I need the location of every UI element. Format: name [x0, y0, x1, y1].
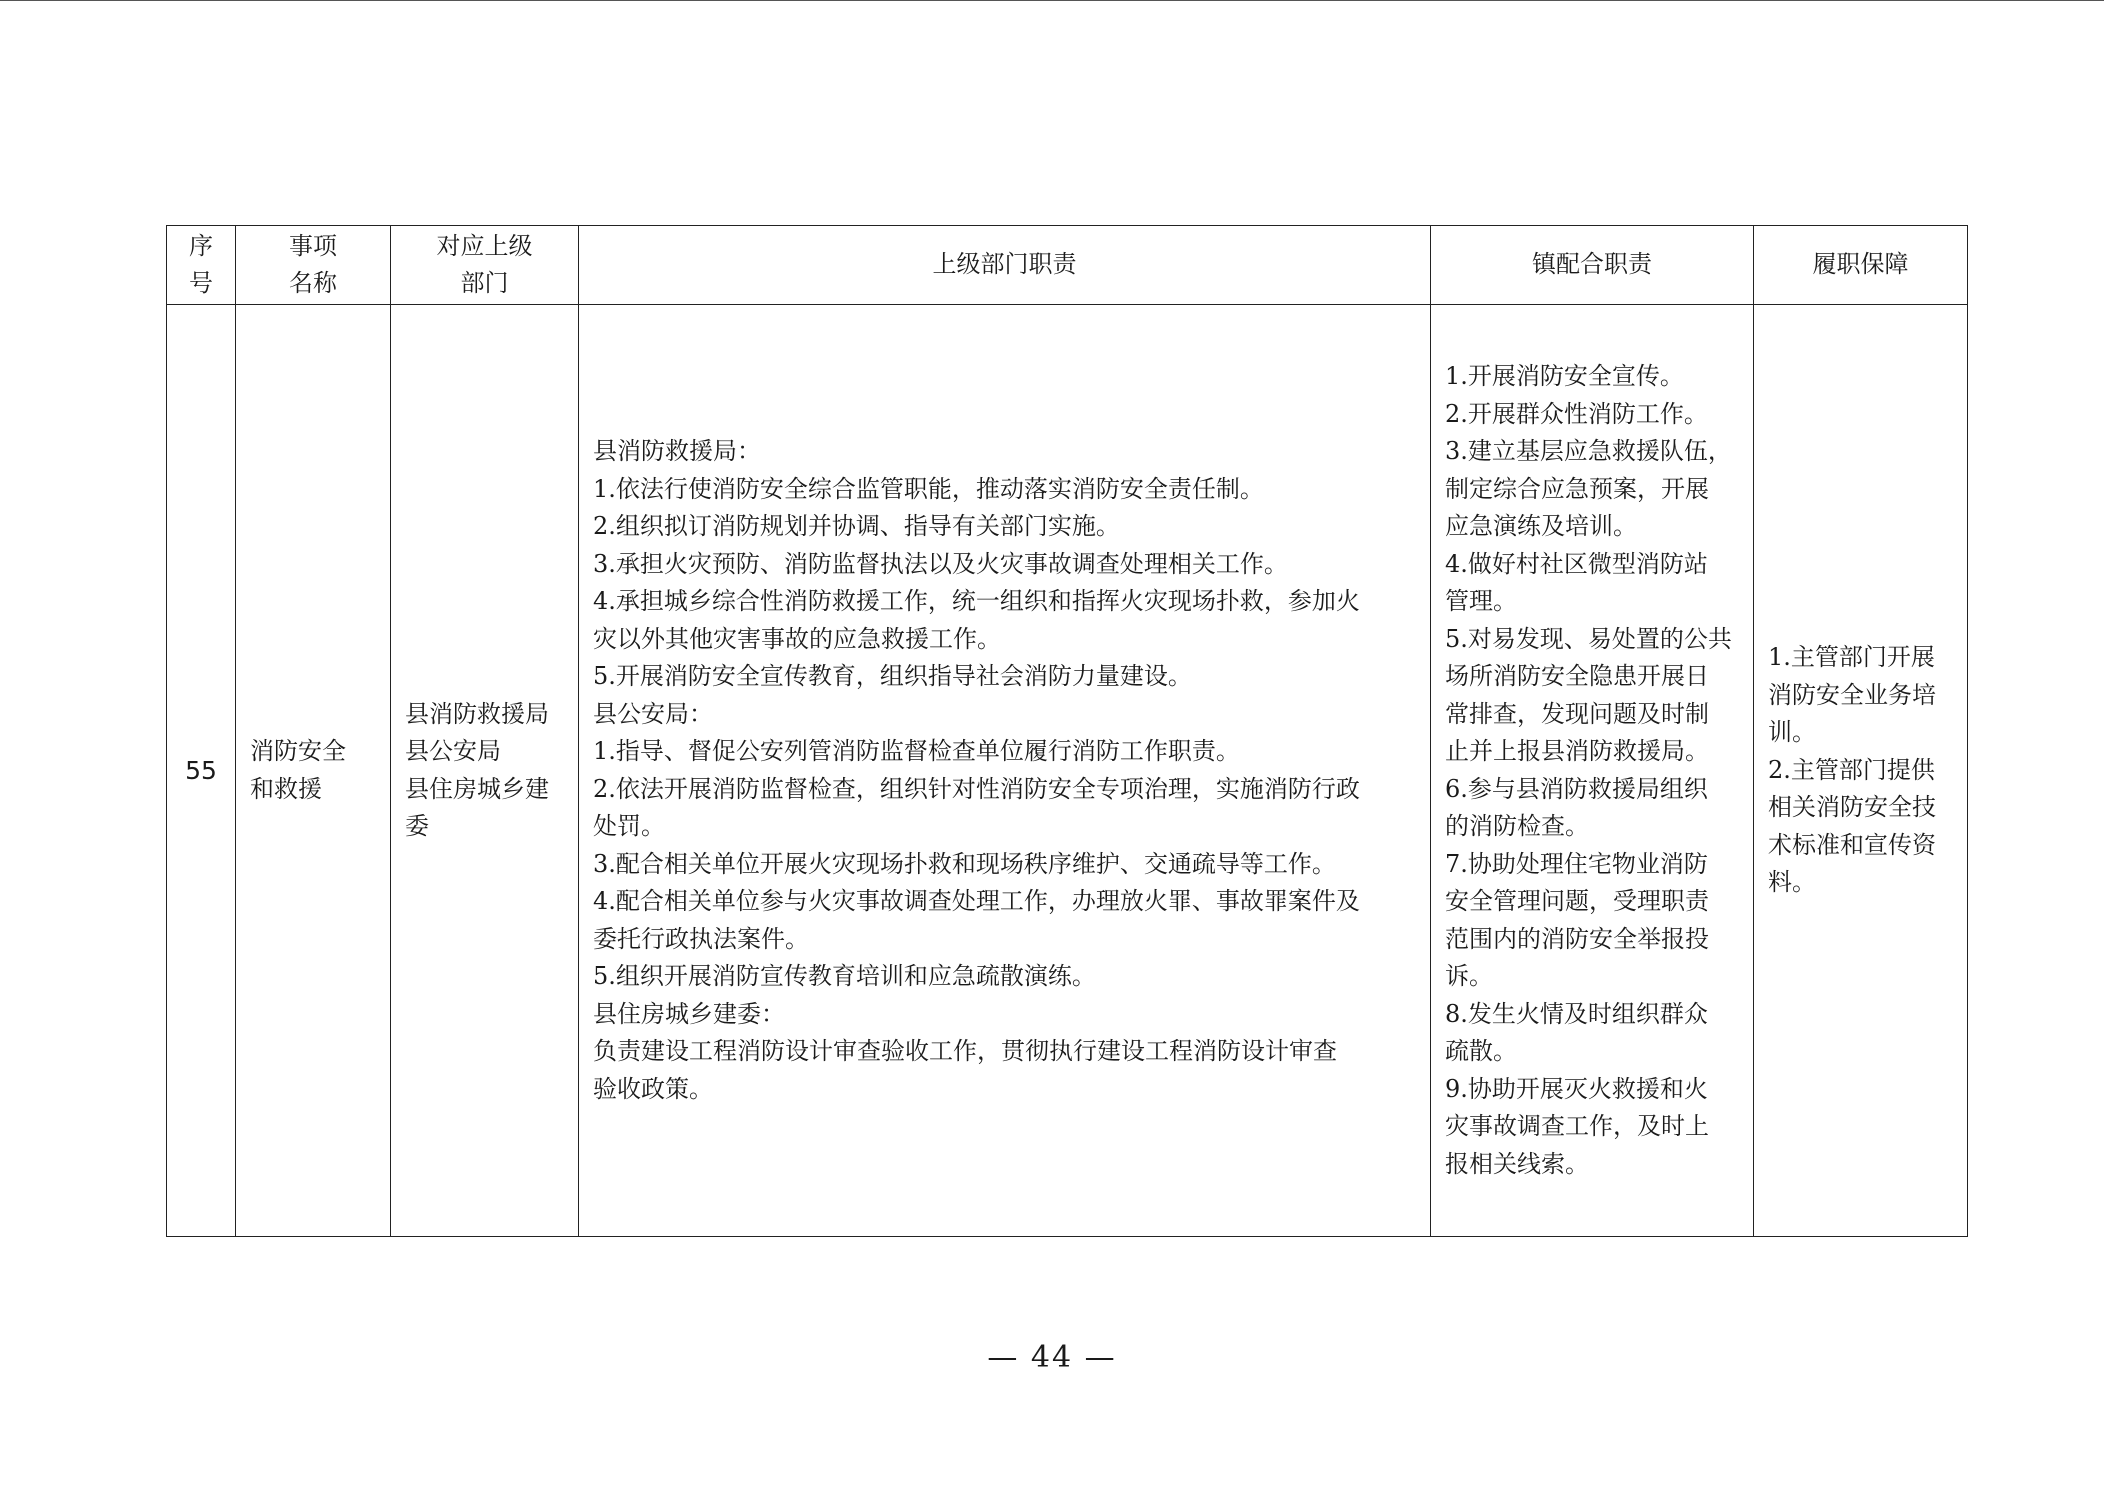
- item-name-line: 消防安全: [250, 737, 346, 765]
- header-town-duty: 镇配合职责: [1431, 226, 1754, 305]
- town-duty-line: 9.协助开展灭火救援和火: [1445, 1074, 1708, 1103]
- responsibility-table: [166, 225, 1968, 1237]
- row-item-name: [236, 305, 391, 1237]
- row-seq: 55: [167, 305, 236, 1237]
- town-duty-line: 疏散。: [1445, 1037, 1517, 1065]
- town-duty-line: 7.协助处理住宅物业消防: [1445, 849, 1708, 878]
- town-duty-line: 的消防检查。: [1445, 812, 1589, 840]
- upper-duty-line: 2.组织拟订消防规划并协调、指导有关部门实施。: [593, 512, 1120, 540]
- page-number: — 44 —: [987, 1340, 1117, 1375]
- row-guarantee: [1754, 305, 1968, 1237]
- guarantee-line: 1.主管部门开展: [1768, 643, 1935, 672]
- upper-duty-line: 县消防救援局：: [593, 437, 761, 465]
- town-duty-line: 灾事故调查工作，及时上: [1445, 1112, 1709, 1140]
- upper-duty-line: 1.依法行使消防安全综合监管职能，推动落实消防安全责任制。: [593, 474, 1264, 503]
- header-seq-line-1: 序: [189, 231, 213, 260]
- town-duty-line: 6.参与县消防救援局组织: [1445, 774, 1708, 803]
- town-duty-line: 场所消防安全隐患开展日: [1445, 662, 1709, 690]
- upper-duty-line: 2.依法开展消防监督检查，组织针对性消防安全专项治理，实施消防行政: [593, 774, 1360, 803]
- upper-duty-line: 1.指导、督促公安列管消防监督检查单位履行消防工作职责。: [593, 737, 1240, 765]
- town-duty-line: 安全管理问题，受理职责: [1445, 887, 1709, 915]
- table-row: [167, 305, 1968, 1237]
- upper-dept-line: 县住房城乡建: [405, 774, 549, 803]
- town-duty-line: 报相关线索。: [1445, 1149, 1589, 1178]
- header-item-name-line-1: 事项: [289, 231, 337, 260]
- upper-duty-line: 灾以外其他灾害事故的应急救援工作。: [593, 624, 1001, 653]
- header-upper-dept-line-1: 对应上级: [436, 231, 533, 260]
- town-duty-line: 8.发生火情及时组织群众: [1445, 999, 1708, 1028]
- town-duty-line: 2.开展群众性消防工作。: [1445, 399, 1708, 428]
- town-duty-line: 3.建立基层应急救援队伍，: [1445, 437, 1732, 465]
- upper-duty-line: 3.承担火灾预防、消防监督执法以及火灾事故调查处理相关工作。: [593, 549, 1288, 578]
- header-guarantee: 履职保障: [1754, 226, 1968, 305]
- upper-duty-line: 负责建设工程消防设计审查验收工作，贯彻执行建设工程消防设计审查: [593, 1037, 1337, 1065]
- row-upper-dept: [391, 305, 579, 1237]
- guarantee-line: 料。: [1768, 868, 1816, 897]
- top-border-line: [0, 0, 2104, 1]
- town-duty-line: 管理。: [1445, 587, 1517, 615]
- town-duty-line: 5.对易发现、易处置的公共: [1445, 624, 1732, 653]
- upper-duty-line: 4.配合相关单位参与火灾事故调查处理工作，办理放火罪、事故罪案件及: [593, 887, 1360, 915]
- town-duty-line: 4.做好村社区微型消防站: [1445, 549, 1708, 578]
- upper-duty-line: 5.组织开展消防宣传教育培训和应急疏散演练。: [593, 962, 1096, 990]
- header-upper-duty: 上级部门职责: [579, 226, 1431, 305]
- town-duty-line: 常排查，发现问题及时制: [1445, 699, 1709, 728]
- upper-duty-line: 县住房城乡建委：: [593, 999, 785, 1028]
- upper-dept-line: 县公安局: [405, 737, 501, 765]
- header-seq-line-2: 号: [189, 269, 213, 297]
- header-upper-dept-line-2: 部门: [460, 269, 509, 297]
- upper-duty-line: 验收政策。: [593, 1074, 713, 1103]
- upper-dept-line: 委: [405, 812, 429, 840]
- town-duty-line: 1.开展消防安全宣传。: [1445, 362, 1684, 390]
- upper-duty-line: 5.开展消防安全宣传教育，组织指导社会消防力量建设。: [593, 662, 1192, 690]
- upper-duty-line: 县公安局：: [593, 699, 713, 728]
- guarantee-line: 2.主管部门提供: [1768, 755, 1935, 784]
- town-duty-line: 范围内的消防安全举报投: [1445, 924, 1709, 953]
- town-duty-line: 止并上报县消防救援局。: [1445, 737, 1709, 765]
- guarantee-line: 术标准和宣传资: [1768, 830, 1936, 859]
- header-item-name-line-2: 名称: [289, 269, 337, 297]
- header-seq: [167, 226, 236, 305]
- town-duty-line: 制定综合应急预案，开展: [1445, 474, 1709, 503]
- guarantee-line: 相关消防安全技: [1768, 793, 1936, 822]
- upper-dept-line: 县消防救援局: [405, 699, 549, 728]
- header-upper-dept: [391, 226, 579, 305]
- upper-duty-line: 委托行政执法案件。: [593, 924, 809, 953]
- guarantee-line: 消防安全业务培: [1768, 680, 1936, 709]
- town-duty-line: 诉。: [1445, 962, 1493, 990]
- header-item-name: [236, 226, 391, 305]
- row-town-duty: [1431, 305, 1754, 1237]
- town-duty-line: 应急演练及培训。: [1445, 512, 1637, 540]
- upper-duty-line: 处罚。: [593, 812, 665, 840]
- upper-duty-line: 3.配合相关单位开展火灾现场扑救和现场秩序维护、交通疏导等工作。: [593, 849, 1336, 878]
- header-row: [167, 226, 1968, 305]
- guarantee-line: 训。: [1768, 718, 1816, 747]
- row-upper-duty: [579, 305, 1431, 1237]
- item-name-line: 和救援: [250, 774, 322, 803]
- upper-duty-line: 4.承担城乡综合性消防救援工作，统一组织和指挥火灾现场扑救，参加火: [593, 587, 1360, 615]
